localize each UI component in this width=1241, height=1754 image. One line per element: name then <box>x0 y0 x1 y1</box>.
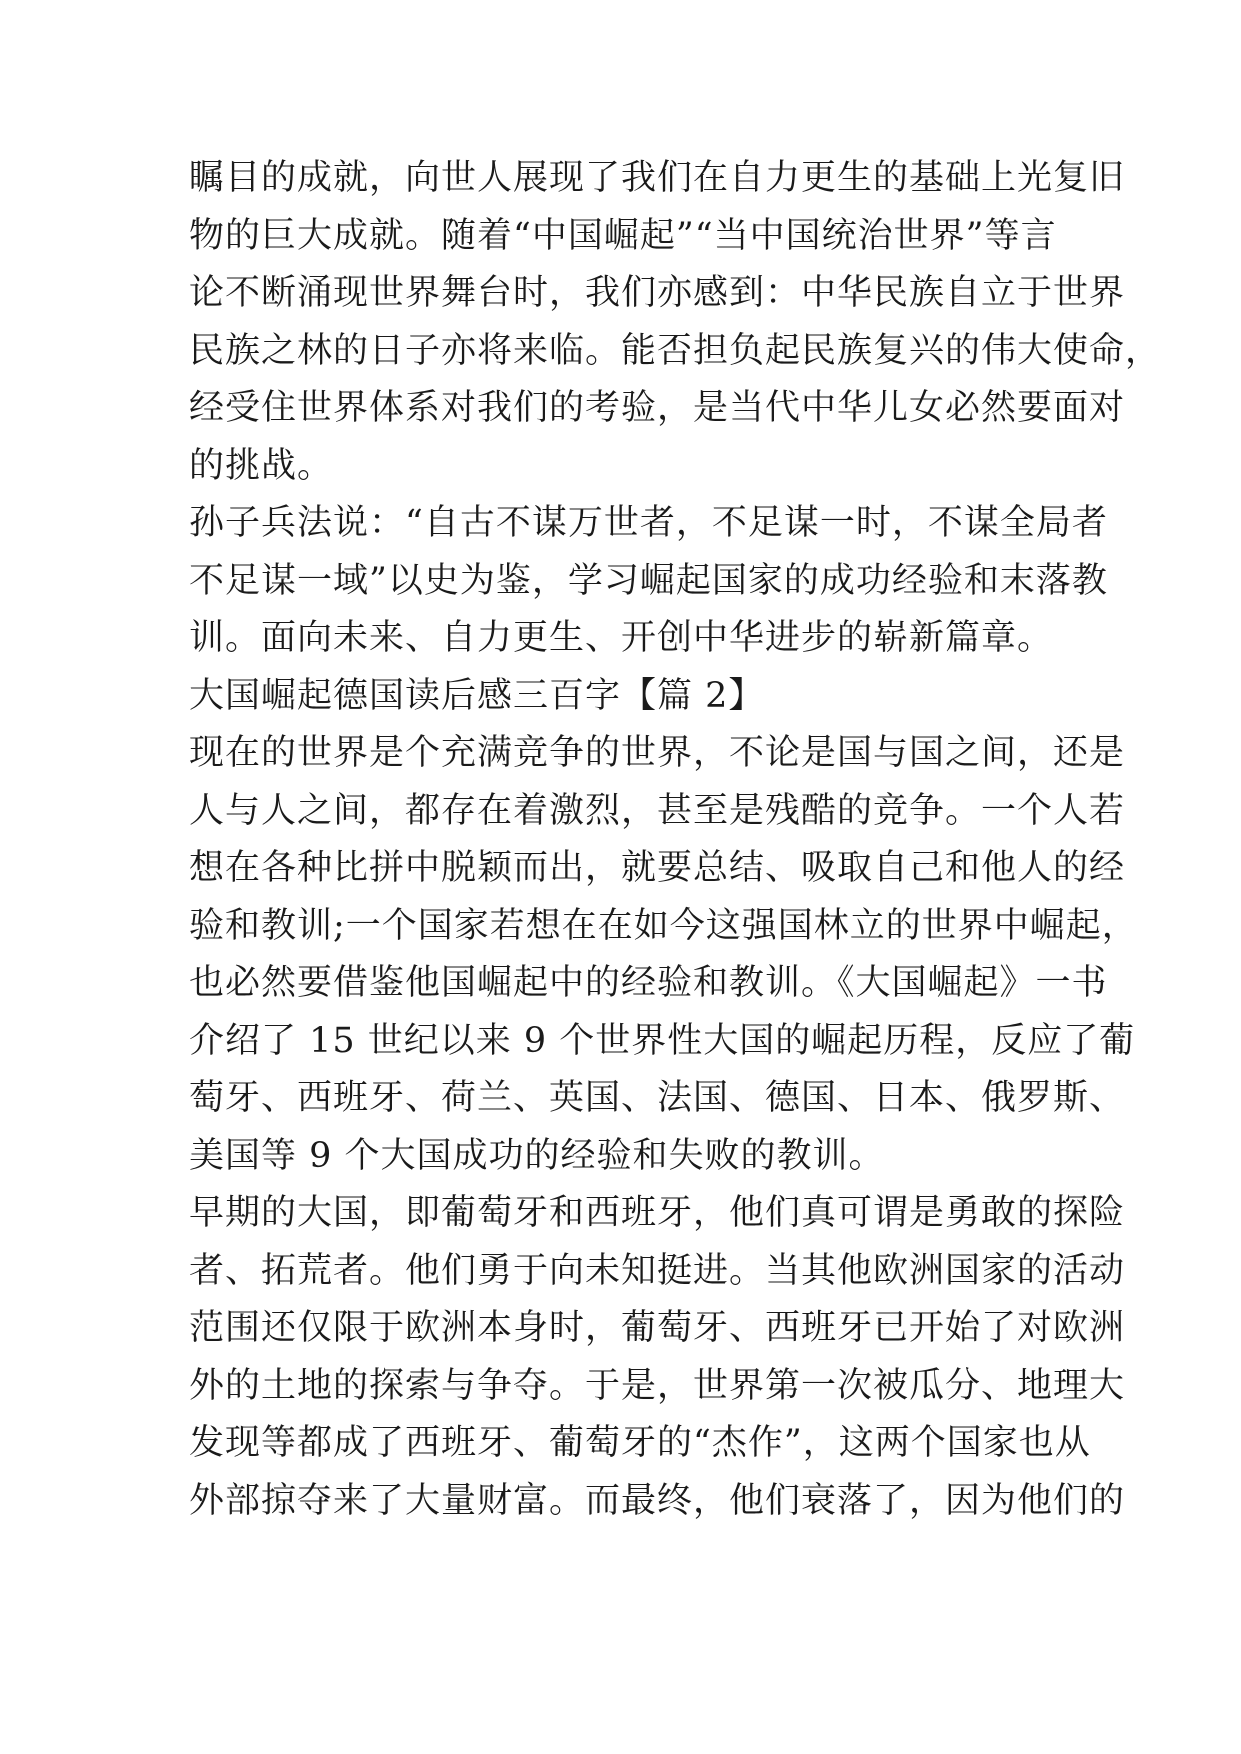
text-line: 不足谋一域”以史为鉴，学习崛起国家的成功经验和末落教 <box>189 560 1108 601</box>
section-heading: 大国崛起德国读后感三百字【篇 2】 <box>189 675 765 716</box>
text-line: 物的巨大成就。随着“中国崛起”“当中国统治世界”等言 <box>189 215 1057 256</box>
text-line: 孙子兵法说：“自古不谋万世者，不足谋一时，不谋全局者 <box>189 503 1108 543</box>
text-line: 发现等都成了西班牙、葡萄牙的“杰作”，这两个国家也从 <box>189 1423 1091 1463</box>
text-line: 民族之林的日子亦将来临。能否担负起民族复兴的伟大使命， <box>189 330 1162 371</box>
text-line: 人与人之间，都存在着激烈，甚至是残酷的竞争。一个人若 <box>189 790 1126 831</box>
text-line: 萄牙、西班牙、荷兰、英国、法国、德国、日本、俄罗斯、 <box>189 1078 1126 1118</box>
text-line: 瞩目的成就，向世人展现了我们在自力更生的基础上光复旧 <box>189 158 1126 198</box>
text-line: 经受住世界体系对我们的考验，是当代中华儿女必然要面对 <box>189 388 1126 428</box>
text-line: 早期的大国，即葡萄牙和西班牙，他们真可谓是勇敢的探险 <box>189 1193 1126 1233</box>
text-line: 外的土地的探索与争夺。于是，世界第一次被瓜分、地理大 <box>189 1365 1126 1406</box>
document-body <box>189 150 1162 1530</box>
text-line: 训。面向未来、自力更生、开创中华进步的崭新篇章。 <box>189 618 1054 658</box>
text-line: 外部掠夺来了大量财富。而最终，他们衰落了，因为他们的 <box>189 1480 1126 1521</box>
text-line: 现在的世界是个充满竞争的世界，不论是国与国之间，还是 <box>189 733 1126 773</box>
text-line: 验和教训;一个国家若想在在如今这强国林立的世界中崛起， <box>189 905 1138 946</box>
text-line: 想在各种比拼中脱颖而出，就要总结、吸取自己和他人的经 <box>189 848 1126 888</box>
text-line: 的挑战。 <box>189 445 334 486</box>
text-line: 美国等 9 个大国成功的经验和失败的教训。 <box>189 1135 885 1176</box>
text-line: 也必然要借鉴他国崛起中的经验和教训。《大国崛起》一书 <box>189 963 1108 1003</box>
text-line: 者、拓荒者。他们勇于向未知挺进。当其他欧洲国家的活动 <box>189 1250 1126 1291</box>
text-line: 范围还仅限于欧洲本身时，葡萄牙、西班牙已开始了对欧洲 <box>189 1308 1126 1348</box>
text-line: 论不断涌现世界舞台时，我们亦感到：中华民族自立于世界 <box>189 273 1126 313</box>
text-line: 介绍了 15 世纪以来 9 个世界性大国的崛起历程，反应了葡 <box>189 1020 1136 1061</box>
